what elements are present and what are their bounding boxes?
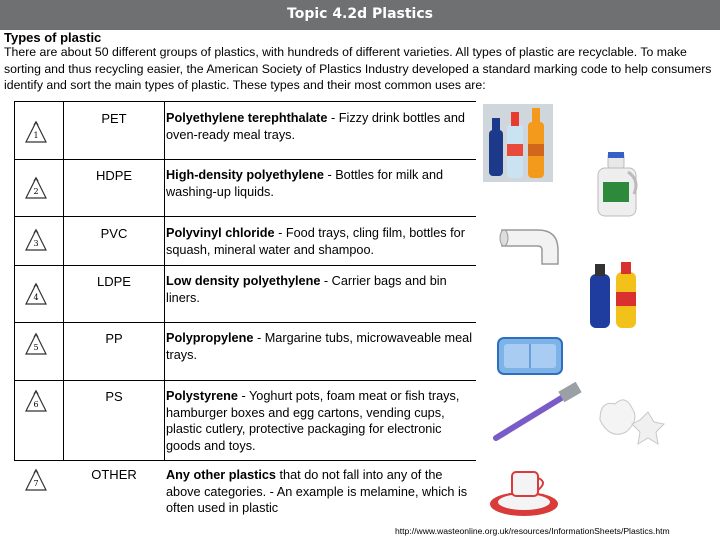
recycle-number: 6 bbox=[33, 400, 39, 409]
table-line bbox=[14, 380, 476, 381]
source-link[interactable]: http://www.wasteonline.org.uk/resources/InformationSheets/Plastics.htm bbox=[395, 526, 670, 536]
table-line bbox=[164, 101, 165, 460]
recycle-number: 5 bbox=[33, 343, 39, 352]
table-line bbox=[14, 265, 476, 266]
recycle-number: 7 bbox=[33, 479, 39, 488]
plastic-code: LDPE bbox=[97, 274, 131, 289]
table-line bbox=[14, 322, 476, 323]
plastic-use: - Fizzy drink bottles and oven-ready meal trays. bbox=[166, 111, 465, 142]
table-line bbox=[14, 216, 476, 217]
recycle-4-icon bbox=[24, 282, 48, 308]
plastic-use: - Food trays, cling film, bottles for squash, mineral water and shampoo. bbox=[166, 226, 465, 257]
recycle-2-icon bbox=[24, 176, 48, 202]
table-line bbox=[14, 101, 476, 102]
plastic-name: Polystyrene bbox=[166, 389, 238, 403]
plastic-name: Any other plastics bbox=[166, 468, 276, 482]
recycle-6-icon bbox=[24, 389, 48, 415]
plastic-name: Low density polyethylene bbox=[166, 274, 321, 288]
plastic-name: Polypropylene bbox=[166, 331, 254, 345]
plastic-name: Polyvinyl chloride bbox=[166, 226, 275, 240]
polystyrene-shapes-image bbox=[590, 390, 670, 455]
plastic-tub-image bbox=[494, 330, 566, 380]
plastic-use: - Carrier bags and bin liners. bbox=[166, 274, 447, 305]
plastic-code: HDPE bbox=[95, 168, 133, 183]
page-title: Topic 4.2d Plastics bbox=[287, 6, 433, 22]
drink-bottles-image bbox=[483, 104, 553, 182]
melamine-plates-image bbox=[486, 458, 564, 520]
plastic-name: Polyethylene terephthalate bbox=[166, 111, 328, 125]
plastic-description bbox=[166, 273, 476, 306]
plastic-description bbox=[166, 388, 476, 454]
plastic-use: - Bottles for milk and washing-up liquids. bbox=[166, 168, 444, 199]
plastic-use: - Margarine tubs, microwaveable meal trays. bbox=[166, 331, 473, 362]
plastic-description bbox=[166, 110, 476, 143]
table-line bbox=[14, 159, 476, 160]
milk-bottle-image bbox=[590, 150, 645, 220]
pvc-pipe-image bbox=[498, 216, 570, 266]
razor-image bbox=[488, 380, 588, 450]
table-line bbox=[14, 460, 476, 461]
sports-bottles-image bbox=[586, 258, 641, 330]
recycle-number: 3 bbox=[33, 239, 39, 248]
recycle-1-icon bbox=[24, 120, 48, 146]
section-heading: Types of plastic bbox=[4, 30, 102, 45]
plastic-description bbox=[166, 167, 476, 200]
plastic-code: PET bbox=[101, 111, 127, 126]
plastic-name: High-density polyethylene bbox=[166, 168, 324, 182]
recycle-3-icon bbox=[24, 228, 48, 254]
plastic-description bbox=[166, 225, 476, 258]
plastic-use: that do not fall into any of the above categories. - An example is melamine, which is often used in plastic bbox=[166, 468, 468, 515]
plastic-description bbox=[166, 330, 476, 363]
plastic-use: - Yoghurt pots, foam meat or fish trays, hamburger boxes and egg cartons, vending cups, plastic cutlery, protective packaging for electronic goods and toys. bbox=[166, 389, 460, 453]
table-line bbox=[14, 101, 15, 460]
recycle-number: 1 bbox=[33, 131, 39, 140]
plastic-code: PS bbox=[105, 389, 123, 404]
recycle-number: 4 bbox=[33, 293, 39, 302]
recycle-7-icon bbox=[24, 468, 48, 494]
plastic-code: OTHER bbox=[91, 467, 137, 482]
intro-paragraph: There are about 50 different groups of plastics, with hundreds of different varieties. All types of plastic are recyclable. To make sorting and thus recycling easier, the American Society of Plastics Industry developed a standard marking code to help consumers identify and sort the main types of plastic. These types and their most common uses are: bbox=[4, 45, 712, 92]
plastic-code: PVC bbox=[100, 226, 128, 241]
plastic-code: PP bbox=[105, 331, 123, 346]
recycle-number: 2 bbox=[33, 187, 39, 196]
plastic-description bbox=[166, 467, 476, 517]
recycle-5-icon bbox=[24, 332, 48, 358]
